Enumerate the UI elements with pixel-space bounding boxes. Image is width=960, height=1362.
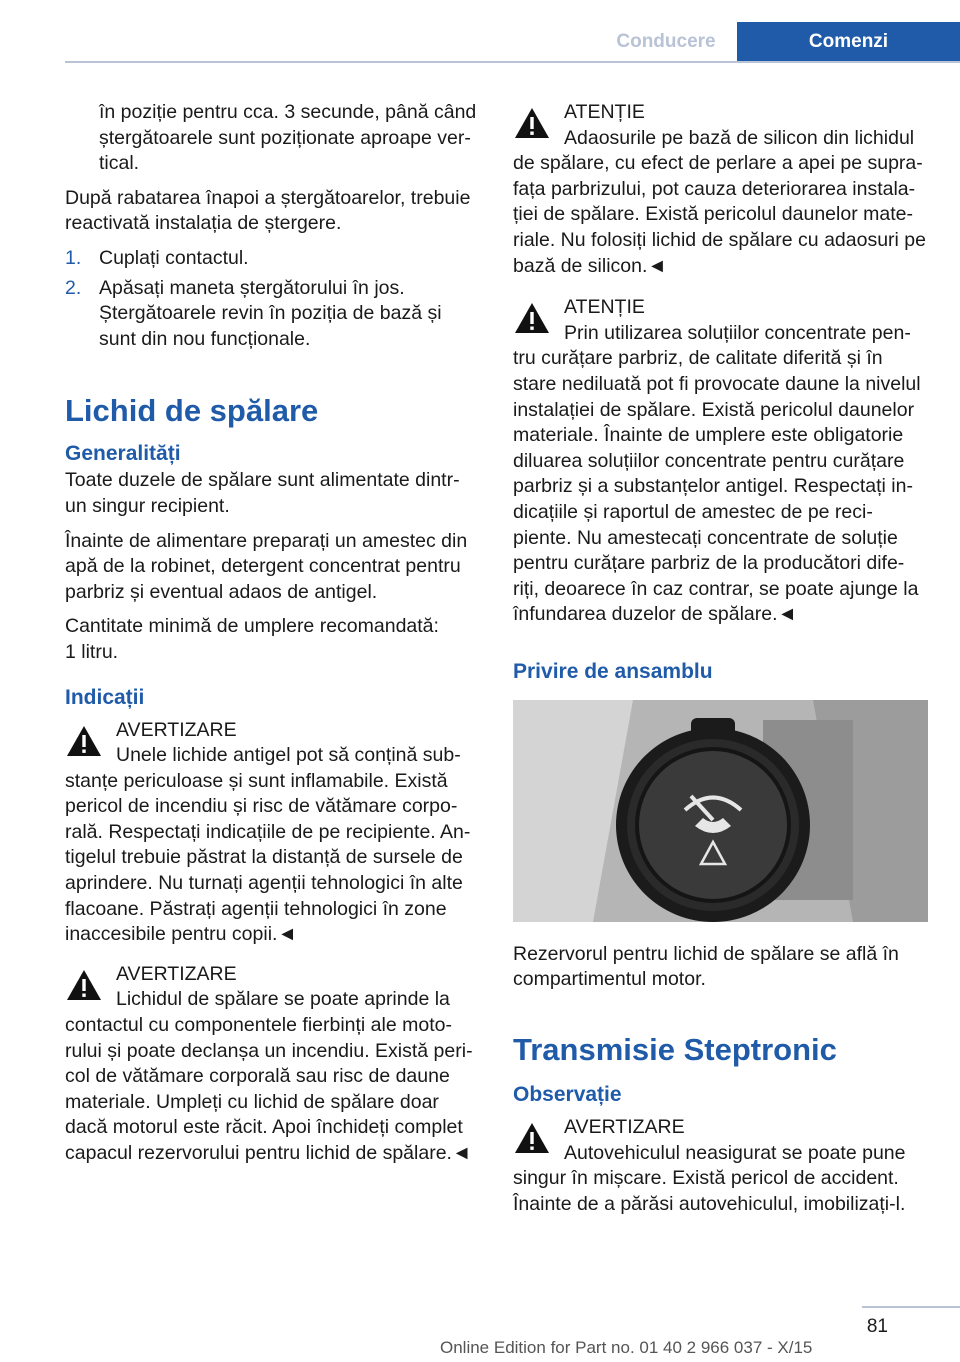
caution-title: ATENȚIE bbox=[564, 296, 645, 319]
caution-block bbox=[513, 295, 928, 628]
page-number: 81 bbox=[866, 1316, 888, 1337]
header-rule bbox=[65, 61, 960, 63]
subsection-title-privire: Privire de ansamblu bbox=[513, 659, 713, 683]
step-number: 2. bbox=[65, 276, 82, 299]
caution-text: Prin utilizarea soluțiilor concentrate pen‐tru curățare parbriz, de calitate diferită și în stare nediluată pot fi provocate daune la nivelul instalației de spălare. Există pericolul daunelor materiale. Înainte de umplere este obligatorie diluarea soluțiilor concentrate pentru curățare parbriz și a substanțelor antigel. Respectați in‐dicațiile și raportul de amestec de pe reci‐piente. Nu amestecați concentrate de soluție pentru curățare parbriz de la producători dife‐riți, deoarece în caz contrar, se poate ajunge la înfundarea duzelor de spălare.◄ bbox=[513, 321, 921, 626]
section-title-lichid: Lichid de spălare bbox=[65, 393, 319, 429]
step-number: 1. bbox=[65, 246, 82, 269]
left-column bbox=[65, 100, 480, 1181]
paragraph: Cantitate minimă de umplere recomandată: bbox=[65, 615, 439, 638]
section-title-transmisie: Transmisie Steptronic bbox=[513, 1032, 837, 1068]
list-item bbox=[65, 276, 480, 353]
subsection-title-observatie: Observație bbox=[513, 1083, 622, 1107]
warning-triangle-icon bbox=[513, 1121, 551, 1155]
warning-triangle-icon bbox=[65, 724, 103, 758]
footer-rule bbox=[862, 1306, 960, 1308]
paragraph-after-fold: După rabatarea înapoi a ștergătoarelor, trebuie reactivată instalația de ștergere. bbox=[65, 186, 471, 235]
warning-title: AVERTIZARE bbox=[116, 718, 237, 741]
step-text: Cuplați contactul. bbox=[99, 246, 249, 269]
caution-block bbox=[513, 100, 928, 279]
photo-caption: Rezervorul pentru lichid de spălare se află în compartimentul motor. bbox=[513, 942, 899, 991]
paragraph: Toate duzele de spălare sunt alimentate dintr-un singur recipient. bbox=[65, 469, 460, 517]
header-tab-comenzi[interactable]: Comenzi bbox=[737, 22, 960, 62]
list-item bbox=[65, 246, 480, 272]
warning-text: Lichidul de spălare se poate aprinde la contactul cu componentele fierbinți ale moto‐rului și poate declanșa un incendiu. Există peri‐col de vătămare corporală sau risc de daune materiale. Umpleți cu lichid de spălare doar dacă motorul este răcit. Apoi închideți complet capacul rezervorului pentru lichid de spălare.◄ bbox=[65, 988, 473, 1164]
warning-title: AVERTIZARE bbox=[564, 1116, 685, 1139]
subsection-title-indicatii: Indicații bbox=[65, 685, 145, 709]
warning-triangle-icon bbox=[65, 968, 103, 1002]
warning-triangle-icon bbox=[513, 106, 551, 140]
warning-text: Unele lichide antigel pot să conțină sub‐stanțe periculoase și sunt inflamabile. Există pericol de incendiu și risc de vătămare corpo‐rală. Respectați indicațiile de pe recipiente. An‐tigelul trebuie păstrat la distanță de sursele de aprindere. Nu turnați agenții tehnologici în alte flacoane. Păstrați agenții tehnologici în zone inaccesibile pentru copii.◄ bbox=[65, 744, 471, 946]
washer-reservoir-photo bbox=[513, 700, 928, 922]
warning-triangle-icon bbox=[513, 301, 551, 335]
washer-reservoir-cap-illustration bbox=[513, 700, 928, 922]
step-text: Apăsați maneta ștergătorului în jos. Ștergătoarele revin în poziția de bază și sunt din nou funcționale. bbox=[99, 276, 442, 350]
warning-text: Autovehiculul neasigurat se poate pune singur în mișcare. Există pericol de accident. Înainte de a părăsi autovehiculul, imobilizați-l. bbox=[513, 1141, 906, 1215]
warning-title: AVERTIZARE bbox=[116, 962, 237, 985]
paragraph: 1 litru. bbox=[65, 640, 119, 663]
step-continuation: în poziție pentru cca. 3 secunde, până când ștergătoarele sunt poziționate aproape ver‐tical. bbox=[99, 101, 477, 175]
caution-title: ATENȚIE bbox=[564, 101, 645, 123]
footer-edition: Online Edition for Part no. 01 40 2 966 037 - X/15 bbox=[440, 1338, 813, 1357]
caution-text: Adaosurile pe bază de silicon din lichidul de spălare, cu efect de perlare a apei pe supra‐fața parbrizului, pot cauza deteriorarea instala‐ției de spălare. Există pericolul daunelor mate‐riale. Nu folosiți lichid de spălare cu adaosuri pe bază de silicon.◄ bbox=[513, 126, 926, 277]
right-column bbox=[513, 100, 928, 1231]
paragraph: Înainte de alimentare preparați un amestec din apă de la robinet, detergent concentrat pentru parbriz și eventual adaos de antigel. bbox=[65, 529, 468, 603]
warning-block bbox=[65, 718, 480, 948]
subsection-title-generalitati: Generalități bbox=[65, 442, 181, 466]
warning-block bbox=[513, 1115, 928, 1217]
warning-block bbox=[65, 962, 480, 1167]
header-tab-conducere[interactable]: Conducere bbox=[616, 31, 716, 52]
